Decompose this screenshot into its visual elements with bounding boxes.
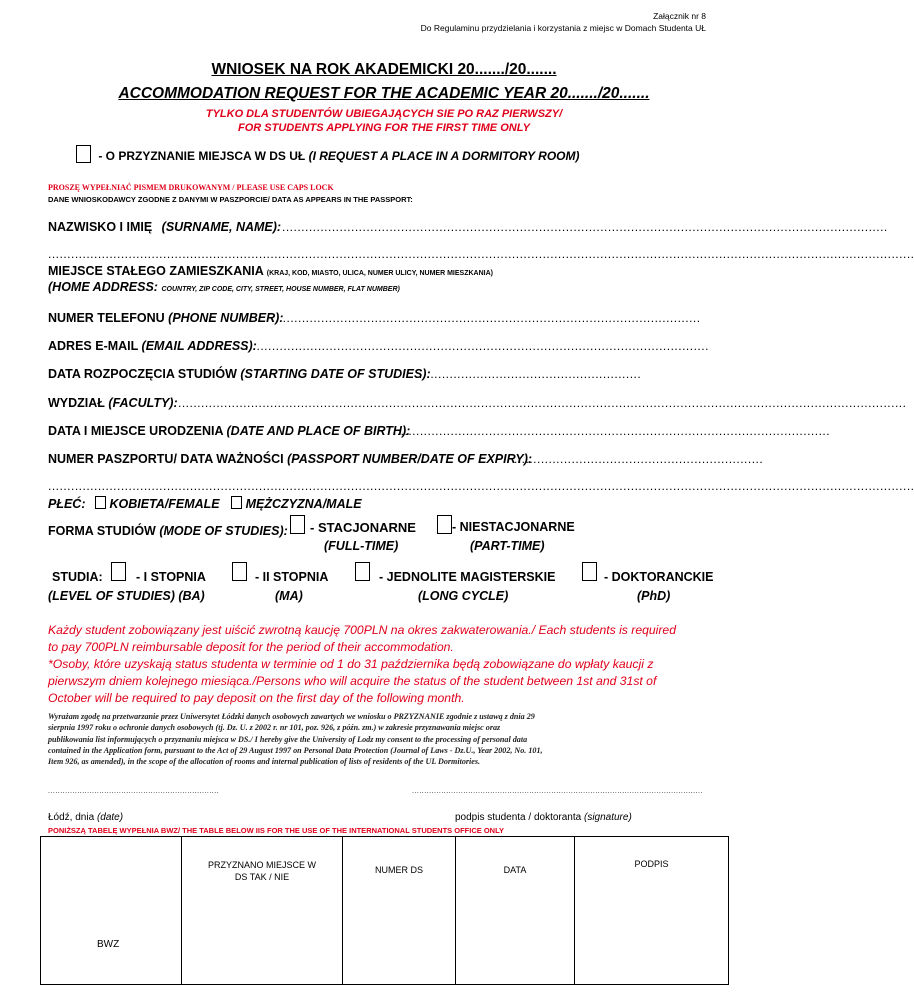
full-time-checkbox[interactable]	[290, 515, 305, 534]
consent-line-4: contained in the Application form, pursuant to the Act of 29 August 1997 on Personal Data Protection (Journal of Laws - Dz.U., Year 2002, No. 101,	[48, 745, 543, 755]
start-input-line[interactable]: ...........................................................	[415, 367, 642, 381]
start-label-en: (STARTING DATE OF STUDIES):	[240, 367, 431, 381]
consent-text	[48, 711, 728, 767]
level-ba-checkbox[interactable]	[111, 562, 126, 581]
date-signature-line[interactable]: ......................................................................	[48, 788, 220, 795]
female-checkbox[interactable]	[95, 496, 106, 509]
attachment-number: Załącznik nr 8	[653, 11, 706, 21]
address-label-en: (HOME ADDRESS:	[48, 280, 158, 294]
passport-label-en: (PASSPORT NUMBER/DATE OF EXPIRY):	[287, 452, 533, 466]
level-phd-label: - DOKTORANCKIE	[604, 570, 714, 584]
signature-label-en: (signature)	[583, 812, 632, 823]
table-header-signature: PODPIS	[634, 859, 669, 869]
male-checkbox[interactable]	[231, 496, 242, 509]
level-long-label: - JEDNOLITE MAGISTERSKIE	[379, 570, 556, 584]
attachment-header	[421, 10, 706, 34]
address-label-en-detail: COUNTRY, ZIP CODE, CITY, STREET, HOUSE NUMBER, FLAT NUMBER)	[161, 286, 400, 293]
start-label-pl: DATA ROZPOCZĘCIA STUDIÓW	[48, 367, 237, 381]
consent-line-3: publikowania list informujących o przyznaniu miejsca w DS./ I hereby give the University of Lodz my consent to the processing of personal data	[48, 734, 528, 744]
table-row-label: BWZ	[97, 939, 120, 950]
consent-line-5: Item 926, as amended), in the scope of the allocation of rooms and internal publication of lists of residents of the UL Dormitories.	[48, 757, 481, 767]
table-header-date: DATA	[503, 865, 527, 875]
attachment-regulation: Do Regulaminu przydzielania i korzystania z miejsc w Domach Studenta UŁ	[420, 23, 706, 33]
full-time-label-en: (FULL-TIME)	[324, 539, 399, 553]
part-time-checkbox[interactable]	[437, 515, 452, 534]
faculty-label-pl: WYDZIAŁ	[48, 396, 105, 410]
date-label-en: (date)	[96, 812, 124, 823]
deposit-notice	[48, 622, 676, 707]
deposit-line-2: to pay 700PLN reimbursable deposit for the period of their accommodation.	[48, 640, 454, 654]
request-checkbox[interactable]	[76, 145, 91, 163]
table-cell-signature[interactable]	[575, 837, 729, 985]
deposit-line-3: *Osoby, które uzyskają status studenta w terminie od 1 do 31 października będą zobowiązane do wpłaty kaucji z	[48, 657, 654, 671]
signature-label: podpis studenta / doktoranta	[455, 812, 582, 823]
title-en: ACCOMMODATION REQUEST FOR THE ACADEMIC YEAR 20......./20.......	[118, 85, 650, 102]
level-ma-checkbox[interactable]	[232, 562, 247, 581]
name-input-line[interactable]: ..............................................................................................................................................................	[282, 220, 888, 234]
table-header-ds-number: NUMER DS	[374, 865, 423, 875]
address-label	[48, 264, 493, 278]
gender-row	[48, 496, 362, 511]
level-ma-label: - II STOPNIA	[255, 570, 329, 584]
student-signature-line[interactable]: .......................................................................................................................	[412, 788, 703, 795]
start-label	[48, 367, 431, 381]
faculty-label-en: (FACULTY):	[108, 396, 178, 410]
table-cell-assigned[interactable]	[182, 837, 343, 985]
mode-label-en: (MODE OF STUDIES):	[159, 524, 288, 538]
date-label: Łódź, dnia	[48, 812, 95, 823]
birth-label	[48, 424, 410, 438]
level-long-checkbox[interactable]	[355, 562, 370, 581]
female-label: KOBIETA/FEMALE	[109, 497, 220, 511]
level-label-en: (LEVEL OF STUDIES) (BA)	[48, 589, 205, 603]
name-continuation-line[interactable]: ..................................................................................................................................................................................................................................	[48, 247, 914, 261]
passport-label	[48, 452, 532, 466]
name-label-en: (SURNAME, NAME):	[161, 220, 282, 234]
address-label-pl: MIEJSCE STAŁEGO ZAMIESZKANIA	[48, 264, 264, 278]
phone-label	[48, 311, 283, 325]
signature-label-row	[455, 812, 632, 823]
email-label-pl: ADRES E-MAIL	[48, 339, 139, 353]
mode-label	[48, 524, 288, 538]
part-time-label-en: (PART-TIME)	[470, 539, 545, 553]
deposit-line-1: Każdy student zobowiązany jest uiścić zwrotną kaucję 700PLN na okres zakwaterowania./ Each students is required	[48, 623, 676, 637]
phone-input-line[interactable]: ...............................................................................................................	[275, 311, 701, 325]
address-label-en-row	[48, 280, 400, 294]
consent-line-2: sierpnia 1997 roku o ochronie danych osobowych (tj. Dz. U. z 2002 r. nr 101, poz. 926, z późn. zm.) w zakresie przyznawania miejsc oraz	[48, 723, 501, 733]
consent-line-1: Wyrażam zgodę na przetwarzanie przez Uniwersytet Łódzki danych osobowych zawartych we wniosku o PRZYZNANIE zgodnie z ustawą z dnia 29	[48, 712, 535, 721]
passport-continuation-line[interactable]: ..................................................................................................................................................................................................................................	[48, 479, 914, 493]
caps-note: PROSZĘ WYPEŁNIAĆ PISMEM DRUKOWANYM / PLEASE USE CAPS LOCK	[48, 183, 334, 192]
mode-label-pl: FORMA STUDIÓW	[48, 524, 156, 538]
level-phd-checkbox[interactable]	[582, 562, 597, 581]
title-pl: WNIOSEK NA ROK AKADEMICKI 20......./20.......	[211, 61, 557, 78]
email-label	[48, 339, 257, 353]
level-ba-label: - I STOPNIA	[136, 570, 206, 584]
name-label-pl: NAZWISKO I IMIĘ	[48, 220, 153, 234]
birth-label-en: (DATE AND PLACE OF BIRTH):	[226, 424, 411, 438]
phone-label-en: (PHONE NUMBER):	[168, 311, 284, 325]
full-time-label: - STACJONARNE	[310, 520, 416, 535]
passport-note: DANE WNIOSKODAWCY ZGODNE Z DANYMI W PASZPORCIE/ DATA AS APPEARS IN THE PASSPORT:	[48, 195, 413, 204]
notice-en: FOR STUDENTS APPLYING FOR THE FIRST TIME ONLY	[238, 122, 530, 134]
phone-label-pl: NUMER TELEFONU	[48, 311, 165, 325]
date-label-row	[48, 812, 123, 823]
notice-pl: TYLKO DLA STUDENTÓW UBIEGAJĄCYCH SIE PO RAZ PIERWSZY/	[205, 108, 563, 120]
name-label	[48, 220, 281, 234]
email-label-en: (EMAIL ADDRESS):	[141, 339, 257, 353]
faculty-label	[48, 396, 178, 410]
table-cell-date[interactable]	[456, 837, 575, 985]
level-label: STUDIA:	[52, 570, 103, 584]
request-label-en: (I REQUEST A PLACE IN A DORMITORY ROOM)	[308, 149, 580, 163]
email-input-line[interactable]: .........................................................................................................................	[245, 339, 709, 353]
request-row	[76, 145, 580, 163]
birth-input-line[interactable]: ..................................................................................................................	[393, 424, 831, 438]
deposit-line-5: October will be required to pay deposit on the first day of the following month.	[48, 691, 465, 705]
passport-label-pl: NUMER PASZPORTU/ DATA WAŻNOŚCI	[48, 452, 284, 466]
deposit-line-4: pierwszym dniem kolejnego miesiąca./Persons who will acquire the status of the student between 1st and 31st of	[48, 674, 657, 688]
table-header-assigned: PRZYZNANO MIEJSCE W DS TAK / NIE	[207, 860, 316, 882]
part-time-label: - NIESTACJONARNE	[452, 520, 575, 534]
level-ma-label-en: (MA)	[275, 589, 303, 603]
request-label: - O PRZYZNANIE MIEJSCA W DS UŁ	[98, 149, 306, 163]
level-phd-label-en: (PhD)	[637, 589, 671, 603]
address-label-pl-detail: (KRAJ, KOD, MIASTO, ULICA, NUMER ULICY, NUMER MIESZKANIA)	[266, 270, 493, 277]
table-cell-ds-number[interactable]	[343, 837, 456, 985]
birth-label-pl: DATA I MIEJSCE URODZENIA	[48, 424, 224, 438]
level-long-label-en: (LONG CYCLE)	[418, 589, 509, 603]
gender-label: PŁEĆ:	[48, 497, 86, 511]
faculty-input-line[interactable]: ..............................................................................................................................................................................................	[178, 396, 907, 410]
office-table	[40, 836, 729, 985]
passport-input-line[interactable]: .................................................................	[514, 452, 764, 466]
office-note: PONIŻSZĄ TABELĘ WYPEŁNIA BWZ/ THE TABLE BELOW IIS FOR THE USE OF THE INTERNATIONAL STUDENTS OFFICE ONLY	[48, 826, 504, 835]
table-row-label-cell	[41, 837, 182, 985]
male-label: MĘŻCZYZNA/MALE	[245, 497, 362, 511]
